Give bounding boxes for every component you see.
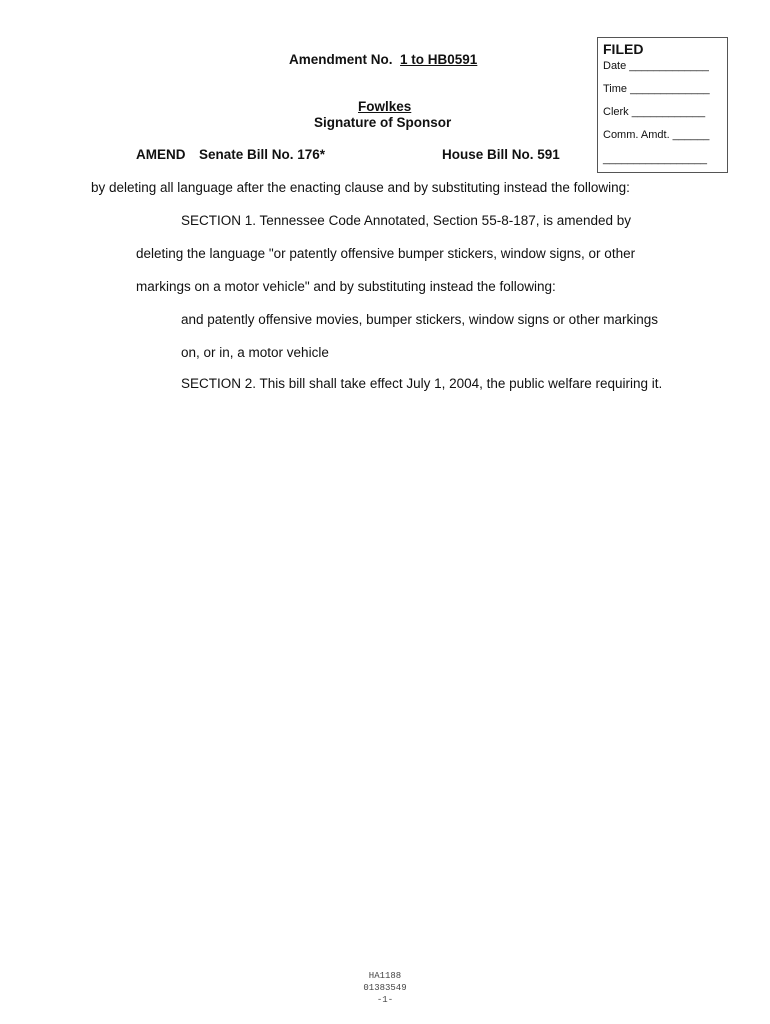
page-number: -1- [376,995,394,1005]
amend-label: AMEND [136,147,186,162]
filed-stamp-box [597,37,728,173]
amendment-prefix: Amendment No. [289,52,393,67]
section1-line1: SECTION 1. Tennessee Code Annotated, Section 55-8-187, is amended by [181,213,632,228]
filed-time: Time _____________ [603,83,710,95]
filed-clerk: Clerk ____________ [603,106,706,118]
footer-code1: HA1188 [368,971,402,981]
amendment-bill-ref: 1 to HB0591 [400,52,478,67]
sponsor-caption: Signature of Sponsor [314,115,452,130]
sponsor-name: Fowlkes [358,99,412,114]
footer-code2: 01383549 [363,983,407,993]
quoted-text-line2: on, or in, a motor vehicle [181,345,329,360]
filed-date: Date _____________ [603,60,709,72]
section1-line2: deleting the language "or patently offensive bumper stickers, window signs, or other [136,246,636,261]
filed-blank-line: _________________ [603,153,708,165]
section2: SECTION 2. This bill shall take effect July 1, 2004, the public welfare requiring it. [181,376,663,391]
section1-line3: markings on a motor vehicle" and by substituting instead the following: [136,279,556,294]
amendment-number [289,52,477,67]
house-bill: House Bill No. 591 [442,147,560,162]
quoted-text-line1: and patently offensive movies, bumper stickers, window signs or other markings [181,312,658,327]
senate-bill: Senate Bill No. 176* [199,147,326,162]
filed-title: FILED [603,41,644,57]
filed-comm-amdt: Comm. Amdt. ______ [603,129,710,141]
intro-paragraph: by deleting all language after the enacting clause and by substituting instead the following: [91,180,630,195]
